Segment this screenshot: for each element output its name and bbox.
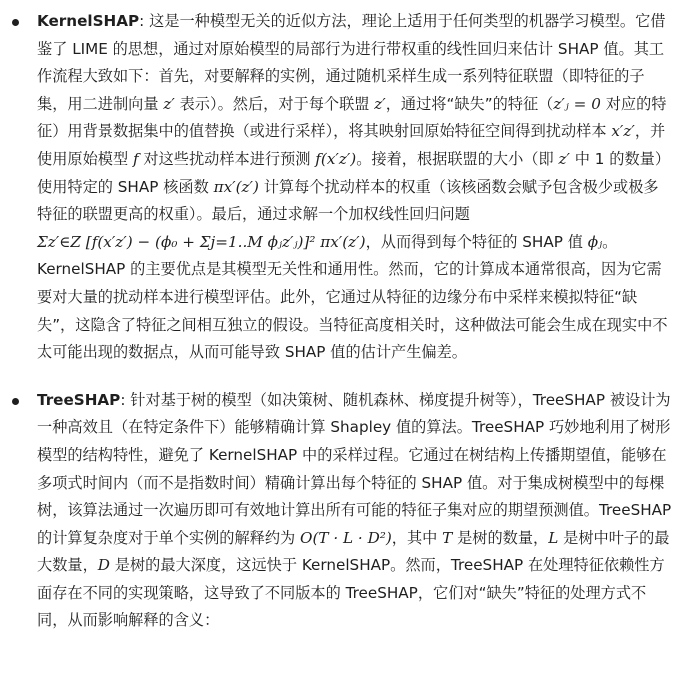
text-segment: ，从而得到每个特征的 SHAP 值 <box>365 232 588 251</box>
text-segment: 是树的最大深度，这远快于 KernelSHAP。然而，TreeSHAP 在处理特征依赖性方面存在不同的实现策略，这导致了不同版本的 TreeSHAP，它们对“缺失”特征的处理方式不同，从而影响解释的含义： <box>37 556 665 630</box>
text-segment: ，并使用原始模型 <box>37 122 666 168</box>
math-coalition: z′ <box>558 149 570 168</box>
math-coalition: z′ <box>374 94 386 113</box>
text-segment: 。KernelSHAP 的主要优点是其模型无关性和通用性。然而，它的计算成本通常很高，因为它需要对大量的扰动样本进行模型评估。此外，它通过从特征的边缘分布中采样来模拟特征“缺失”，这隐含了特征之间相互独立的假设。当特征高度相关时，这种做法可能会生成在现实中不太可能出现的数据点，从而可能导致 SHAP 值的估计产生偏差。 <box>37 232 668 362</box>
list-item-kernelshap <box>0 8 672 367</box>
math-missing-condition: z′ⱼ = 0 <box>553 94 601 113</box>
text-segment: 是树的数量， <box>452 528 549 547</box>
text-segment: : 这是一种模型无关的近似方法，理论上适用于任何类型的机器学习模型。它借鉴了 LIME 的思想，通过对原始模型的局部行为进行带权重的线性回归来估计 SHAP 值。其工作流程大致如下：首先，对要解释的实例，通过随机采样生成一系列特征联盟（即特征的子集，用二进制向量 <box>37 12 666 113</box>
term-kernelshap: KernelSHAP <box>37 12 140 30</box>
math-shap-value: ϕⱼ <box>587 232 603 251</box>
text-segment: ，其中 <box>391 528 443 547</box>
math-perturbed-sample: x′z′ <box>611 122 635 141</box>
text-segment: : 针对基于树的模型（如决策树、随机森林、梯度提升树等），TreeSHAP 被设计为一种高效且（在特定条件下）能够精确计算 Shapley 值的算法。TreeSHAP 巧妙地利用了树形模型的结构特性，避免了 KernelSHAP 中的采样过程。它通过在树结构上传播期望值，能够在多项式时间内（而不是指数时间）精确计算出每个特征的 SHAP 值。对于集成树模型中的每棵树，该算法通过一次遍历即可有效地计算出所有可能的特征子集对应的期望预测值。TreeSHAP 的计算复杂度对于单个实例的解释约为 <box>37 390 672 547</box>
bullet-dot <box>12 398 19 405</box>
term-treeshap: TreeSHAP <box>37 390 121 409</box>
text-segment: ，通过将“缺失”的特征（ <box>385 94 554 113</box>
math-prediction: f(x′z′) <box>315 149 357 168</box>
text-segment: 表示）。然后，对于每个联盟 <box>174 94 375 113</box>
math-complexity: O(T · L · D²) <box>300 528 392 547</box>
method-list <box>0 8 672 635</box>
text-segment: 。接着，根据联盟的大小（即 <box>356 149 559 168</box>
text-segment: 对这些扰动样本进行预测 <box>138 149 316 168</box>
text-segment: 是树中叶子的最大数量， <box>37 528 670 575</box>
math-shap-kernel: πx′(z′) <box>213 177 259 196</box>
math-model-f: f <box>132 149 139 168</box>
math-weighted-regression: Σz′∈Z [f(x′z′) − (ϕ₀ + Σj=1..M ϕⱼz′ⱼ)]² πx′(z′) <box>37 232 366 251</box>
math-coalition-vector: z′ <box>163 94 175 113</box>
text-segment: 对应的特征）用背景数据集中的值替换（或进行采样），将其映射回原始特征空间得到扰动样本 <box>37 94 667 141</box>
text-segment: 计算每个扰动样本的权重（该核函数会赋予包含极少或极多特征的联盟更高的权重）。最后，通过求解一个加权线性回归问题 <box>37 177 659 224</box>
list-item-treeshap <box>0 387 672 635</box>
math-var-d: D <box>97 556 110 575</box>
math-var-l: L <box>548 528 559 547</box>
math-var-t: T <box>442 528 453 547</box>
bullet-dot <box>12 19 19 26</box>
text-segment: 中 1 的数量）使用特定的 SHAP 核函数 <box>37 149 671 196</box>
